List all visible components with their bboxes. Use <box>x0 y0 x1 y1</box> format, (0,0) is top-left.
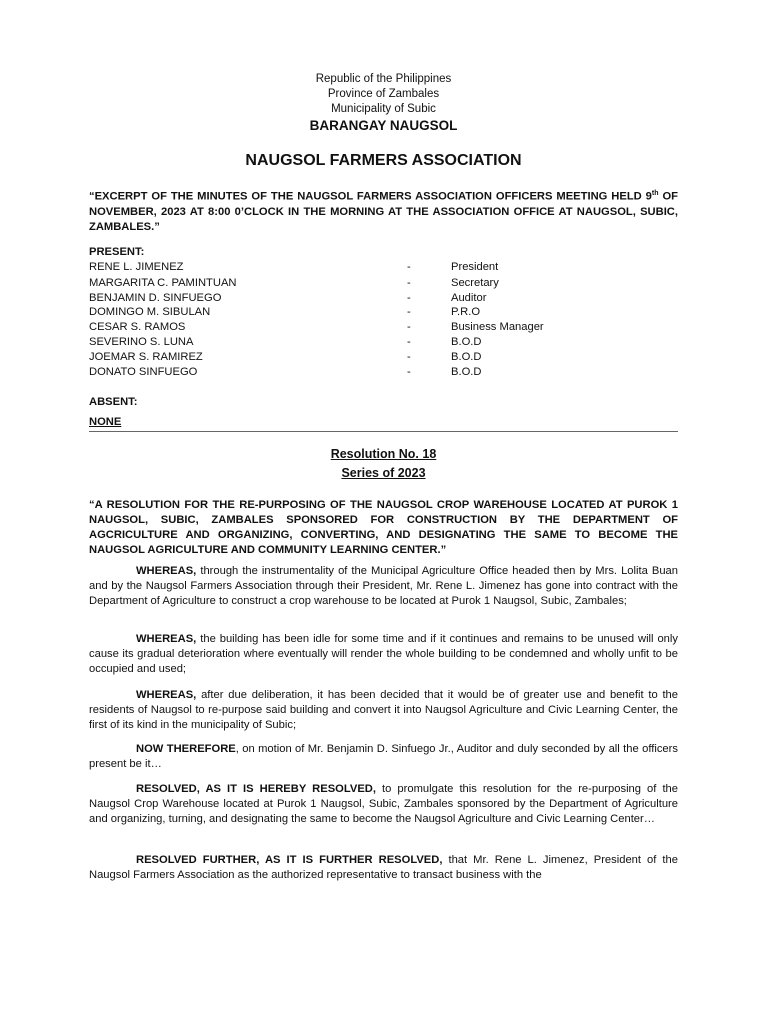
officer-position: Auditor <box>451 292 487 304</box>
officer-position: President <box>451 261 499 273</box>
officer-row <box>89 277 678 292</box>
present-label: PRESENT: <box>89 246 145 258</box>
section-divider <box>89 431 678 432</box>
officer-row <box>89 306 678 321</box>
officer-dash: - <box>407 292 411 304</box>
officer-name: RENE L. JIMENEZ <box>89 261 184 273</box>
officer-position: Secretary <box>451 277 499 289</box>
officer-dash: - <box>407 261 411 273</box>
officer-row <box>89 351 678 366</box>
officer-position: B.O.D <box>451 366 482 378</box>
absent-value: NONE <box>89 416 122 428</box>
header-line-republic: Republic of the Philippines <box>315 73 452 85</box>
officer-name: JOEMAR S. RAMIREZ <box>89 351 203 363</box>
officer-position: Business Manager <box>451 321 544 333</box>
now-therefore-clause: NOW THEREFORE, on motion of Mr. Benjamin D. Sinfuego Jr., Auditor and duly seconded by all the officers present be it… <box>89 743 678 770</box>
whereas-clause-3: WHEREAS, after due deliberation, it has been decided that it would be of greater use and benefit to the residents of Naugsol to re-purpose said building and convert it into Naugsol Agriculture and Civic Learning Center, the first of its kind in the municipality of Subic; <box>89 689 678 731</box>
officer-row <box>89 366 678 381</box>
officer-dash: - <box>407 306 411 318</box>
officer-row <box>89 292 678 307</box>
officer-dash: - <box>407 336 411 348</box>
minutes-excerpt <box>89 186 678 235</box>
header-line-municipality: Municipality of Subic <box>331 103 436 115</box>
whereas-clause-2: WHEREAS, the building has been idle for some time and if it continues and remains to be unused will only cause its gradual deterioration where eventually will render the whole building to be condemned and wholly unfit to be occupied and used; <box>89 633 678 675</box>
header-line-province: Province of Zambales <box>327 88 440 100</box>
excerpt-sup: th <box>651 190 659 197</box>
officer-name: SEVERINO S. LUNA <box>89 336 194 348</box>
excerpt-part1: “EXCERPT OF THE MINUTES OF THE NAUGSOL FARMERS ASSOCIATION OFFICERS MEETING HELD 9 <box>89 190 652 203</box>
resolution-number: Resolution No. 18 <box>330 447 437 461</box>
officer-dash: - <box>407 277 411 289</box>
officer-name: CESAR S. RAMOS <box>89 321 186 333</box>
resolved-further-clause: RESOLVED FURTHER, AS IT IS FURTHER RESOLVED, that Mr. Rene L. Jimenez, President of the Naugsol Farmers Association as the authorized representative to transact business with the <box>89 854 678 881</box>
resolution-title: “A RESOLUTION FOR THE RE-PURPOSING OF THE NAUGSOL CROP WAREHOUSE LOCATED AT PUROK 1 NAUGSOL, SUBIC, ZAMBALES SPONSORED FOR CONSTRUCTION BY THE DEPARTMENT OF AGCRICULTURE AND ORGANIZING, CONVERTING, AND DESIGNATING THE SAME TO BECOME THE NAUGSOL AGRICULTURE AND COMMUNITY LEARNING CENTER.” <box>89 499 678 556</box>
whereas-clause-1: WHEREAS, through the instrumentality of the Municipal Agriculture Office headed then by Mrs. Lolita Buan and by the Naugsol Farmers Association through their President, Mr. Rene L. Jimenez has gone into contract with the Department of Agriculture to construct a crop warehouse to be located at Purok 1 Naugsol, Subic, Zambales; <box>89 565 678 607</box>
officer-dash: - <box>407 321 411 333</box>
officer-position: P.R.O <box>451 306 481 318</box>
officer-row <box>89 261 678 276</box>
absent-label: ABSENT: <box>89 396 138 408</box>
excerpt-part2: OF NOVEMBER, 2023 AT 8:00 0’CLOCK IN THE MORNING AT THE ASSOCIATION OFFICE AT NAUGSOL, SUBIC, ZAMBALES.” <box>89 190 678 233</box>
officer-position: B.O.D <box>451 351 482 363</box>
officer-dash: - <box>407 366 411 378</box>
officer-row <box>89 336 678 351</box>
officer-dash: - <box>407 351 411 363</box>
officer-name: DOMINGO M. SIBULAN <box>89 306 211 318</box>
header-barangay: BARANGAY NAUGSOL <box>309 118 458 133</box>
resolved-clause: RESOLVED, AS IT IS HEREBY RESOLVED, to promulgate this resolution for the re-purposing of the Naugsol Crop Warehouse located at Purok 1 Naugsol, Subic, Zambales sponsored by the Department of Agriculture and organizing, turning, and designating the same to become the Naugsol Agriculture and Civic Learning Center… <box>89 783 678 825</box>
association-title: NAUGSOL FARMERS ASSOCIATION <box>245 152 522 169</box>
officer-position: B.O.D <box>451 336 482 348</box>
officer-name: DONATO SINFUEGO <box>89 366 198 378</box>
resolution-series: Series of 2023 <box>341 466 426 480</box>
officer-name: MARGARITA C. PAMINTUAN <box>89 277 237 289</box>
officer-row <box>89 321 678 336</box>
officer-name: BENJAMIN D. SINFUEGO <box>89 292 222 304</box>
